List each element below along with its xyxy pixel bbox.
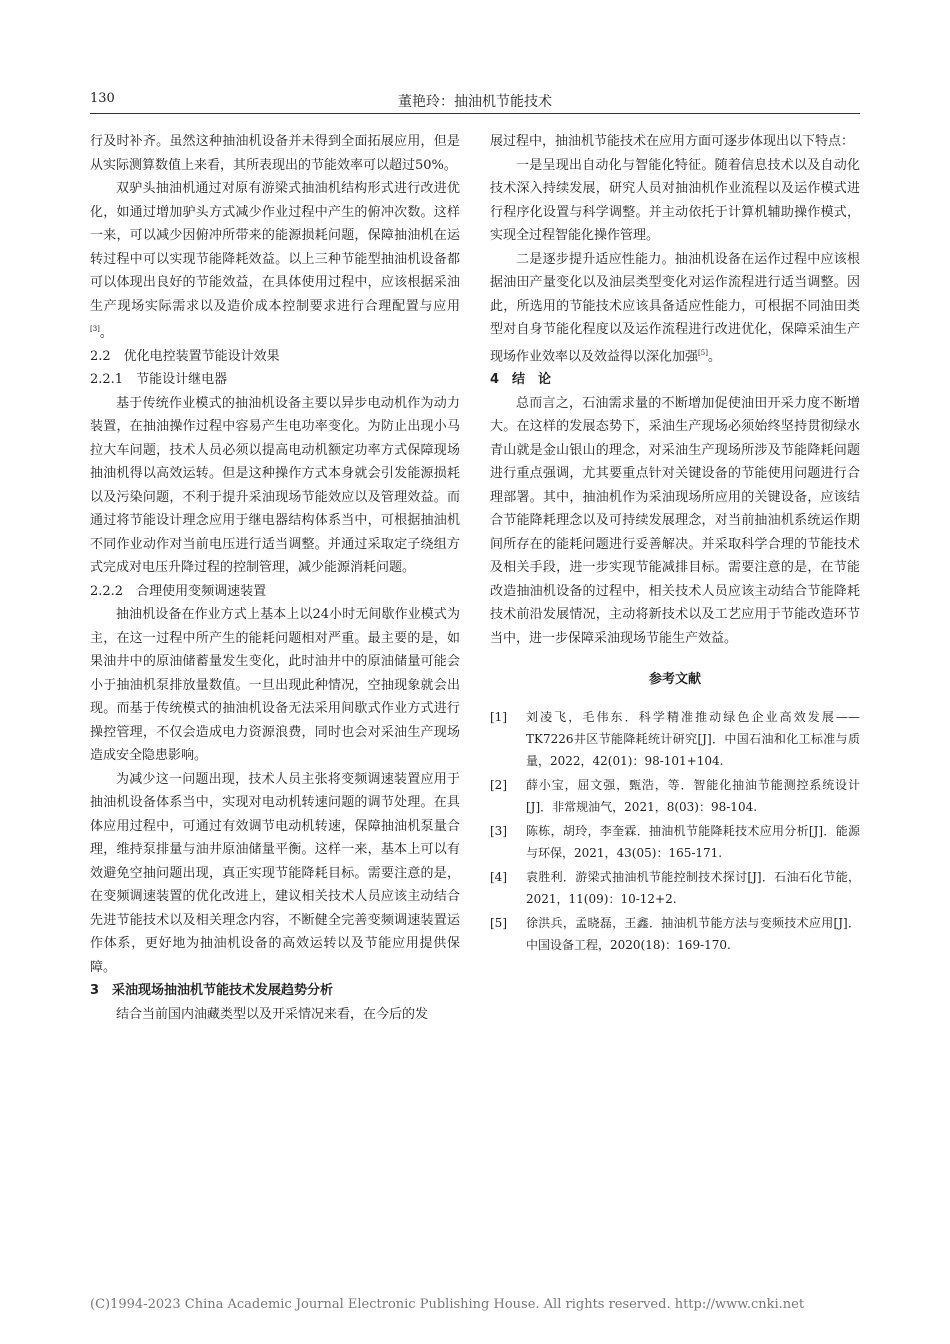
paragraph: 结合当前国内油藏类型以及开采情况来看，在今后的发: [116, 1006, 429, 1022]
section-heading-4: 4 结 论: [490, 372, 552, 388]
paragraph: 行及时补齐。虽然这种抽油机设备并未得到全面拓展应用，但是从实际测算数值上来看，其所表现出的节能效率可以超过50%。: [90, 134, 460, 173]
left-column: [90, 130, 460, 1026]
reference-item: [4] 袁胜利．游梁式抽油机节能控制技术探讨[J]．石油石化节能，2021，11(09)：10-12+2.: [490, 869, 860, 906]
paragraph: 抽油机设备在作业方式上基本上以24小时无间歇作业模式为主，在这一过程中所产生的能耗问题相对严重。最主要的是，如果油井中的原油储蓄量发生变化，此时油井中的原油储量可能会小于抽油机泵排放量数值。一旦出现此种情况，空抽现象就会出现。而基于传统模式的抽油机设备无法采用间歇式作业方式进行操控管理，不仅会造成电力资源浪费，同时也会对采油生产现场造成安全隐患影响。: [90, 607, 460, 764]
right-column: [490, 130, 860, 958]
citation[interactable]: [5]: [698, 348, 708, 357]
section-heading-2-2-2: 2.2.2 合理使用变频调速装置: [90, 583, 267, 599]
reference-item: [2] 薛小宝，屈文强，甄浩，等．智能化抽油节能测控系统设计[J]．非常规油气，2021，8(03)：98-104.: [490, 777, 860, 814]
citation[interactable]: [3]: [90, 325, 100, 333]
paragraph: 基于传统作业模式的抽油机设备主要以异步电动机作为动力装置，在抽油操作过程中容易产生电功率变化。为防止出现小马拉大车问题，技术人员必须以提高电动机额定功率方式保障现场抽油机得以高效运转。但是这种操作方式本身就会引发能源损耗以及污染问题，不利于提升采油现场节能效应以及管理效益。而通过将节能设计理念应用于继电器结构体系当中，可根据抽油机不同作业动作对当前电压进行适当调整。并通过采取定子绕组方式完成对电压升降过程的控制管理，减少能源消耗问题。: [90, 395, 460, 576]
reference-item: [1] 刘凌飞，毛伟东．科学精准推动绿色企业高效发展——TK7226井区节能降耗统计研究[J]．中国石油和化工标准与质量，2022，42(01)：98-101+104.: [490, 709, 860, 768]
paragraph: 总而言之，石油需求量的不断增加促使油田开采力度不断增大。在这样的发展态势下，采油生产现场必须始终坚持贯彻绿水青山就是金山银山的理念，对采油生产现场所涉及节能降耗问题进行重点强调，尤其要重点针对关键设备的节能使用问题进行合理部署。其中，抽油机作为采油现场所应用的关键设备，应该结合节能降耗理念以及可持续发展理念，对当前抽油机系统运作期间所存在的能耗问题进行妥善解决。并采取科学合理的节能技术及相关手段，进一步实现节能减排目标。需要注意的是，在节能改造抽油机设备的过程中，相关技术人员应该主动结合节能降耗技术前沿发展情况，主动将新技术以及工艺应用于节能改造环节当中，进一步保障采油现场节能生产效益。: [490, 395, 860, 646]
section-heading-2-2: 2.2 优化电控装置节能设计效果: [90, 348, 280, 364]
running-title: 董艳玲：抽油机节能技术: [398, 94, 552, 110]
page-header: [90, 91, 860, 115]
copyright-footer: (C)1994-2023 China Academic Journal Electronic Publishing House. All rights reserved. http://www.cnki.net: [90, 1297, 805, 1312]
reference-list: [490, 706, 860, 956]
paragraph: 展过程中，抽油机节能技术在应用方面可逐步体现出以下特点：: [490, 134, 855, 149]
section-heading-2-2-1: 2.2.1 节能设计继电器: [90, 372, 228, 388]
header-rule: [90, 113, 860, 114]
paragraph: 双驴头抽油机通过对原有游梁式抽油机结构形式进行改进优化，如通过增加驴头方式减少作业过程中产生的俯冲次数。这样一来，可以减少因俯冲所带来的能源损耗问题，保障抽油机在运转过程中可以实现节能降耗效益。以上三种节能型抽油机设备都可以体现出良好的节能效益，在具体使用过程中，应该根据采油生产现场实际需求以及造价成本控制要求进行合理配置与应用[3]。: [90, 181, 460, 341]
reference-item: [3] 陈栋，胡玲，李奎霖．抽油机节能降耗技术应用分析[J]．能源与环保，2021，43(05)：165-171.: [490, 823, 860, 860]
paragraph: 为减少这一问题出现，技术人员主张将变频调速装置应用于抽油机设备体系当中，实现对电动机转速问题的调节处理。在具体应用过程中，可通过有效调节电动机转速，保障抽油机泵量合理，维持泵排量与油井原油储量平衡。这样一来，基本上可以有效避免空抽问题出现，真正实现节能降耗目标。需要注意的是，在变频调速装置的优化改进上，建议相关技术人员应该主动结合先进节能技术以及相关理念内容，不断健全完善变频调速装置运作体系，更好地为抽油机设备的高效运转以及节能应用提供保障。: [90, 771, 460, 975]
references-heading: 参考文献: [648, 672, 701, 688]
section-heading-3: 3 采油现场抽油机节能技术发展趋势分析: [90, 983, 334, 999]
page-number: 130: [90, 91, 115, 106]
reference-item: [5] 徐洪兵，孟晓磊，王鑫．抽油机节能方法与变频技术应用[J]．中国设备工程，2020(18)：169-170.: [490, 915, 860, 952]
paragraph: 一是呈现出自动化与智能化特征。随着信息技术以及自动化技术深入持续发展，研究人员对抽油机作业流程以及运作模式进行程序化设置与科学调整。并主动依托于计算机辅助操作模式，实现全过程智能化操作管理。: [490, 157, 860, 243]
paragraph: 二是逐步提升适应性能力。抽油机设备在运作过程中应该根据油田产量变化以及油层类型变化对运作流程进行适当调整。因此，所选用的节能技术应该具备适应性能力，可根据不同油田类型对自身节能化程度以及运作流程进行改进优化，保障采油生产现场作业效率以及效益得以深化加强[5]。: [490, 251, 860, 364]
